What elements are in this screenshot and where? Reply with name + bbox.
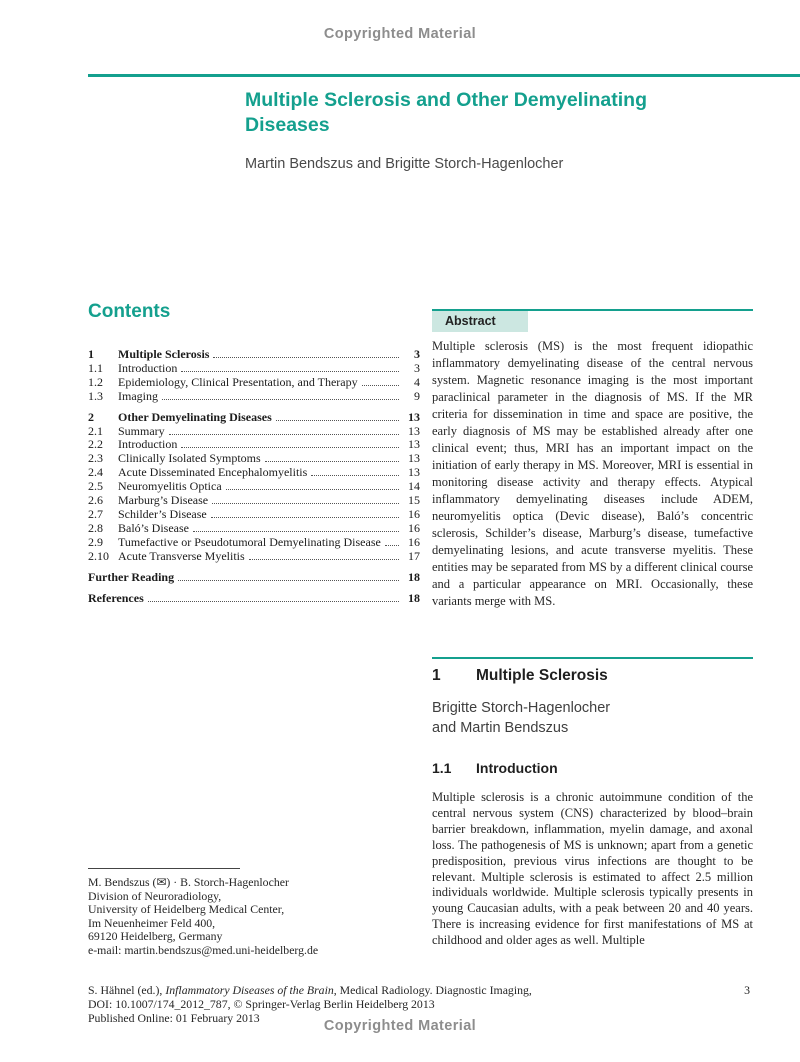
- chapter-title: Multiple Sclerosis and Other Demyelinating Diseases: [245, 89, 648, 136]
- toc-entry: [88, 425, 420, 439]
- toc-entry-number: 1.1: [88, 360, 103, 375]
- section-number: 1: [432, 667, 441, 684]
- toc-entry-page: 3: [414, 347, 420, 361]
- toc-entry-page: 13: [408, 423, 420, 438]
- toc-entry: [88, 494, 420, 508]
- footnote-line: University of Heidelberg Medical Center,: [88, 902, 285, 917]
- abstract-text: Multiple sclerosis (MS) is the most frequent idiopathic inflammatory demyelinating disease of the central nervous system. Magnetic resonance imaging is the most important paraclinical parameter in the diagnosis of MS. If the MR criteria for dissemination in time and space are positive, the early diagnosis of MS may be established already after one clinical event; thus, MRI has an important impact on the initiation of early therapy in MS. Moreover, MRI is essential in monitoring disease activity and therapy effects. Atypical inflammatory demyelinating diseases include ADEM, neuromyelitis optica (Devic disease), Baló’s concentric sclerosis, Schilder’s disease, Marburg’s disease, tumefactive demyelinating lesions, and acute transverse myelitis. These entities may be separated from MS by a different clinical course and a particular appearance on MRI. Occasionally, these variants merge with MS.: [432, 339, 753, 608]
- toc-leader-dots: [212, 503, 399, 504]
- toc-entry-number: 2.1: [88, 423, 103, 438]
- citation-series: , Medical Radiology. Diagnostic Imaging,: [333, 983, 532, 997]
- toc-leader-dots: [193, 531, 399, 532]
- toc-entry-page: 16: [408, 534, 420, 549]
- section-accent-rule: [432, 657, 753, 659]
- toc-entry-page: 18: [408, 590, 420, 605]
- toc-entry-number: 2.3: [88, 451, 103, 466]
- toc-entry: [88, 480, 420, 494]
- toc-entry-number: 1: [88, 347, 94, 361]
- toc-entry-label: Clinically Isolated Symptoms: [118, 451, 261, 466]
- toc-leader-dots: [276, 420, 399, 421]
- toc-entry-number: 2.8: [88, 520, 103, 535]
- toc-entry-page: 15: [408, 493, 420, 508]
- toc-entry-number: 2: [88, 409, 94, 424]
- toc-entry: [88, 536, 420, 550]
- copyright-notice-bottom: Copyrighted Material: [323, 1018, 477, 1034]
- toc-entry-page: 18: [408, 569, 420, 584]
- toc-entry-page: 4: [414, 374, 420, 389]
- footnote-email: e-mail: martin.bendszus@med.uni-heidelberg.de: [88, 942, 319, 957]
- toc-entry-page: 9: [414, 388, 420, 403]
- copyright-notice-top: Copyrighted Material: [323, 26, 477, 42]
- toc-entry-label: Other Demyelinating Diseases: [118, 409, 272, 424]
- section-title: Multiple Sclerosis: [476, 667, 608, 684]
- toc-leader-dots: [211, 517, 399, 518]
- subsection-heading: [432, 760, 558, 776]
- toc-leader-dots: [249, 559, 399, 560]
- toc-entry: [88, 438, 420, 452]
- toc-entry-page: 14: [408, 479, 420, 494]
- toc-entry-label: Epidemiology, Clinical Presentation, and Therapy: [118, 374, 358, 389]
- toc-entry-number: 2.4: [88, 465, 103, 480]
- toc-entry-label: Marburg’s Disease: [118, 493, 209, 508]
- toc-leader-dots: [385, 545, 399, 546]
- introduction-paragraph: Multiple sclerosis is a chronic autoimmune condition of the central nervous system (CNS) characterized by blood–brain barrier breakdown, inflammation, myelin damage, and axonal loss. The pathogenesis of MS is unknown; apart from a genetic predisposition, previous virus infections are thought to be relevant. Multiple sclerosis is estimated to affect 2.5 million individuals worldwide. Multiple sclerosis typically presents in young Caucasian adults, with a peak between 20 and 40 years. There is increasing evidence for first manifestations of MS at childhood and older ages as well. Multiple: [432, 790, 753, 948]
- subsection-title: Introduction: [476, 760, 558, 776]
- toc-entry: [88, 466, 420, 480]
- footnote-line: Division of Neuroradiology,: [88, 888, 222, 903]
- toc-entry-page: 13: [408, 465, 420, 480]
- section-heading: [432, 667, 608, 685]
- toc-entry: [88, 522, 420, 536]
- toc-leader-dots: [169, 434, 399, 435]
- toc-entry: [88, 348, 420, 362]
- toc-leader-dots: [213, 357, 399, 358]
- toc-entry-label: Multiple Sclerosis: [118, 347, 210, 361]
- toc-entry-number: 2.9: [88, 534, 103, 549]
- toc-entry-number: 2.7: [88, 506, 103, 521]
- toc-entry: [88, 508, 420, 522]
- toc-leader-dots: [162, 399, 399, 400]
- toc-entry-label: Further Reading: [88, 569, 175, 584]
- page-number: 3: [744, 983, 750, 997]
- toc-entry-number: 1.3: [88, 388, 103, 403]
- toc-entry-number: 2.2: [88, 437, 103, 452]
- toc-entry: [88, 362, 420, 376]
- toc-entry-label: Introduction: [118, 437, 178, 452]
- footnote-line: M. Bendszus (✉) · B. Storch-Hagenlocher: [88, 875, 289, 889]
- toc-leader-dots: [226, 489, 399, 490]
- toc-entry-label: Imaging: [118, 388, 158, 403]
- toc-leader-dots: [148, 601, 399, 602]
- toc-entry-number: 1.2: [88, 374, 103, 389]
- toc-entry-label: Schilder’s Disease: [118, 506, 207, 521]
- toc-entry-label: Baló’s Disease: [118, 520, 189, 535]
- author-footnote: [88, 876, 428, 958]
- toc-entry-label: Acute Transverse Myelitis: [118, 548, 245, 563]
- contents-heading: Contents: [88, 301, 171, 322]
- section-author-line: Brigitte Storch-Hagenlocher: [432, 700, 611, 716]
- toc-entry-label: Acute Disseminated Encephalomyelitis: [118, 465, 308, 480]
- toc-entry-page: 13: [408, 409, 420, 424]
- toc-entry-label: Introduction: [118, 360, 178, 375]
- footnote-rule: [88, 868, 240, 869]
- toc-leader-dots: [181, 447, 399, 448]
- toc-entry-page: 16: [408, 506, 420, 521]
- table-of-contents: [88, 348, 420, 605]
- footnote-line: 69120 Heidelberg, Germany: [88, 929, 223, 944]
- toc-entry: [88, 411, 420, 425]
- chapter-authors: Martin Bendszus and Brigitte Storch-Hagenlocher: [245, 156, 564, 172]
- abstract-label: Abstract: [432, 311, 528, 332]
- citation-line-1: [88, 983, 668, 997]
- toc-entry-page: 3: [414, 360, 420, 375]
- toc-entry-label: Summary: [118, 423, 165, 438]
- toc-entry: [88, 452, 420, 466]
- toc-leader-dots: [181, 371, 399, 372]
- toc-entry-number: 2.5: [88, 479, 103, 494]
- toc-entry-page: 13: [408, 437, 420, 452]
- toc-leader-dots: [362, 385, 399, 386]
- toc-leader-dots: [265, 461, 399, 462]
- toc-entry: [88, 390, 420, 404]
- toc-entry-number: 2.6: [88, 493, 103, 508]
- citation-book-title: Inflammatory Diseases of the Brain: [165, 983, 334, 997]
- toc-entry: [88, 376, 420, 390]
- toc-entry-page: 16: [408, 520, 420, 535]
- toc-leader-dots: [178, 580, 399, 581]
- header-accent-rule: [88, 74, 800, 77]
- citation-published-line: Published Online: 01 February 2013: [88, 1011, 260, 1025]
- toc-entry-number: 2.10: [88, 548, 109, 563]
- toc-entry-label: References: [88, 590, 144, 605]
- toc-entry-further-reading: [88, 571, 420, 585]
- toc-entry-page: 17: [408, 548, 420, 563]
- toc-entry-page: 13: [408, 451, 420, 466]
- toc-leader-dots: [311, 475, 399, 476]
- footnote-line: Im Neuenheimer Feld 400,: [88, 915, 216, 930]
- toc-entry-label: Tumefactive or Pseudotumoral Demyelinating Disease: [118, 534, 381, 549]
- toc-entry-label: Neuromyelitis Optica: [118, 479, 222, 494]
- subsection-number: 1.1: [432, 760, 452, 776]
- toc-entry-references: [88, 592, 420, 606]
- citation-doi-line: DOI: 10.1007/174_2012_787, © Springer-Verlag Berlin Heidelberg 2013: [88, 997, 435, 1011]
- section-authors: [432, 699, 610, 738]
- section-author-line: and Martin Bendszus: [432, 719, 569, 736]
- toc-entry: [88, 550, 420, 564]
- citation-editor: S. Hähnel (ed.),: [88, 983, 166, 997]
